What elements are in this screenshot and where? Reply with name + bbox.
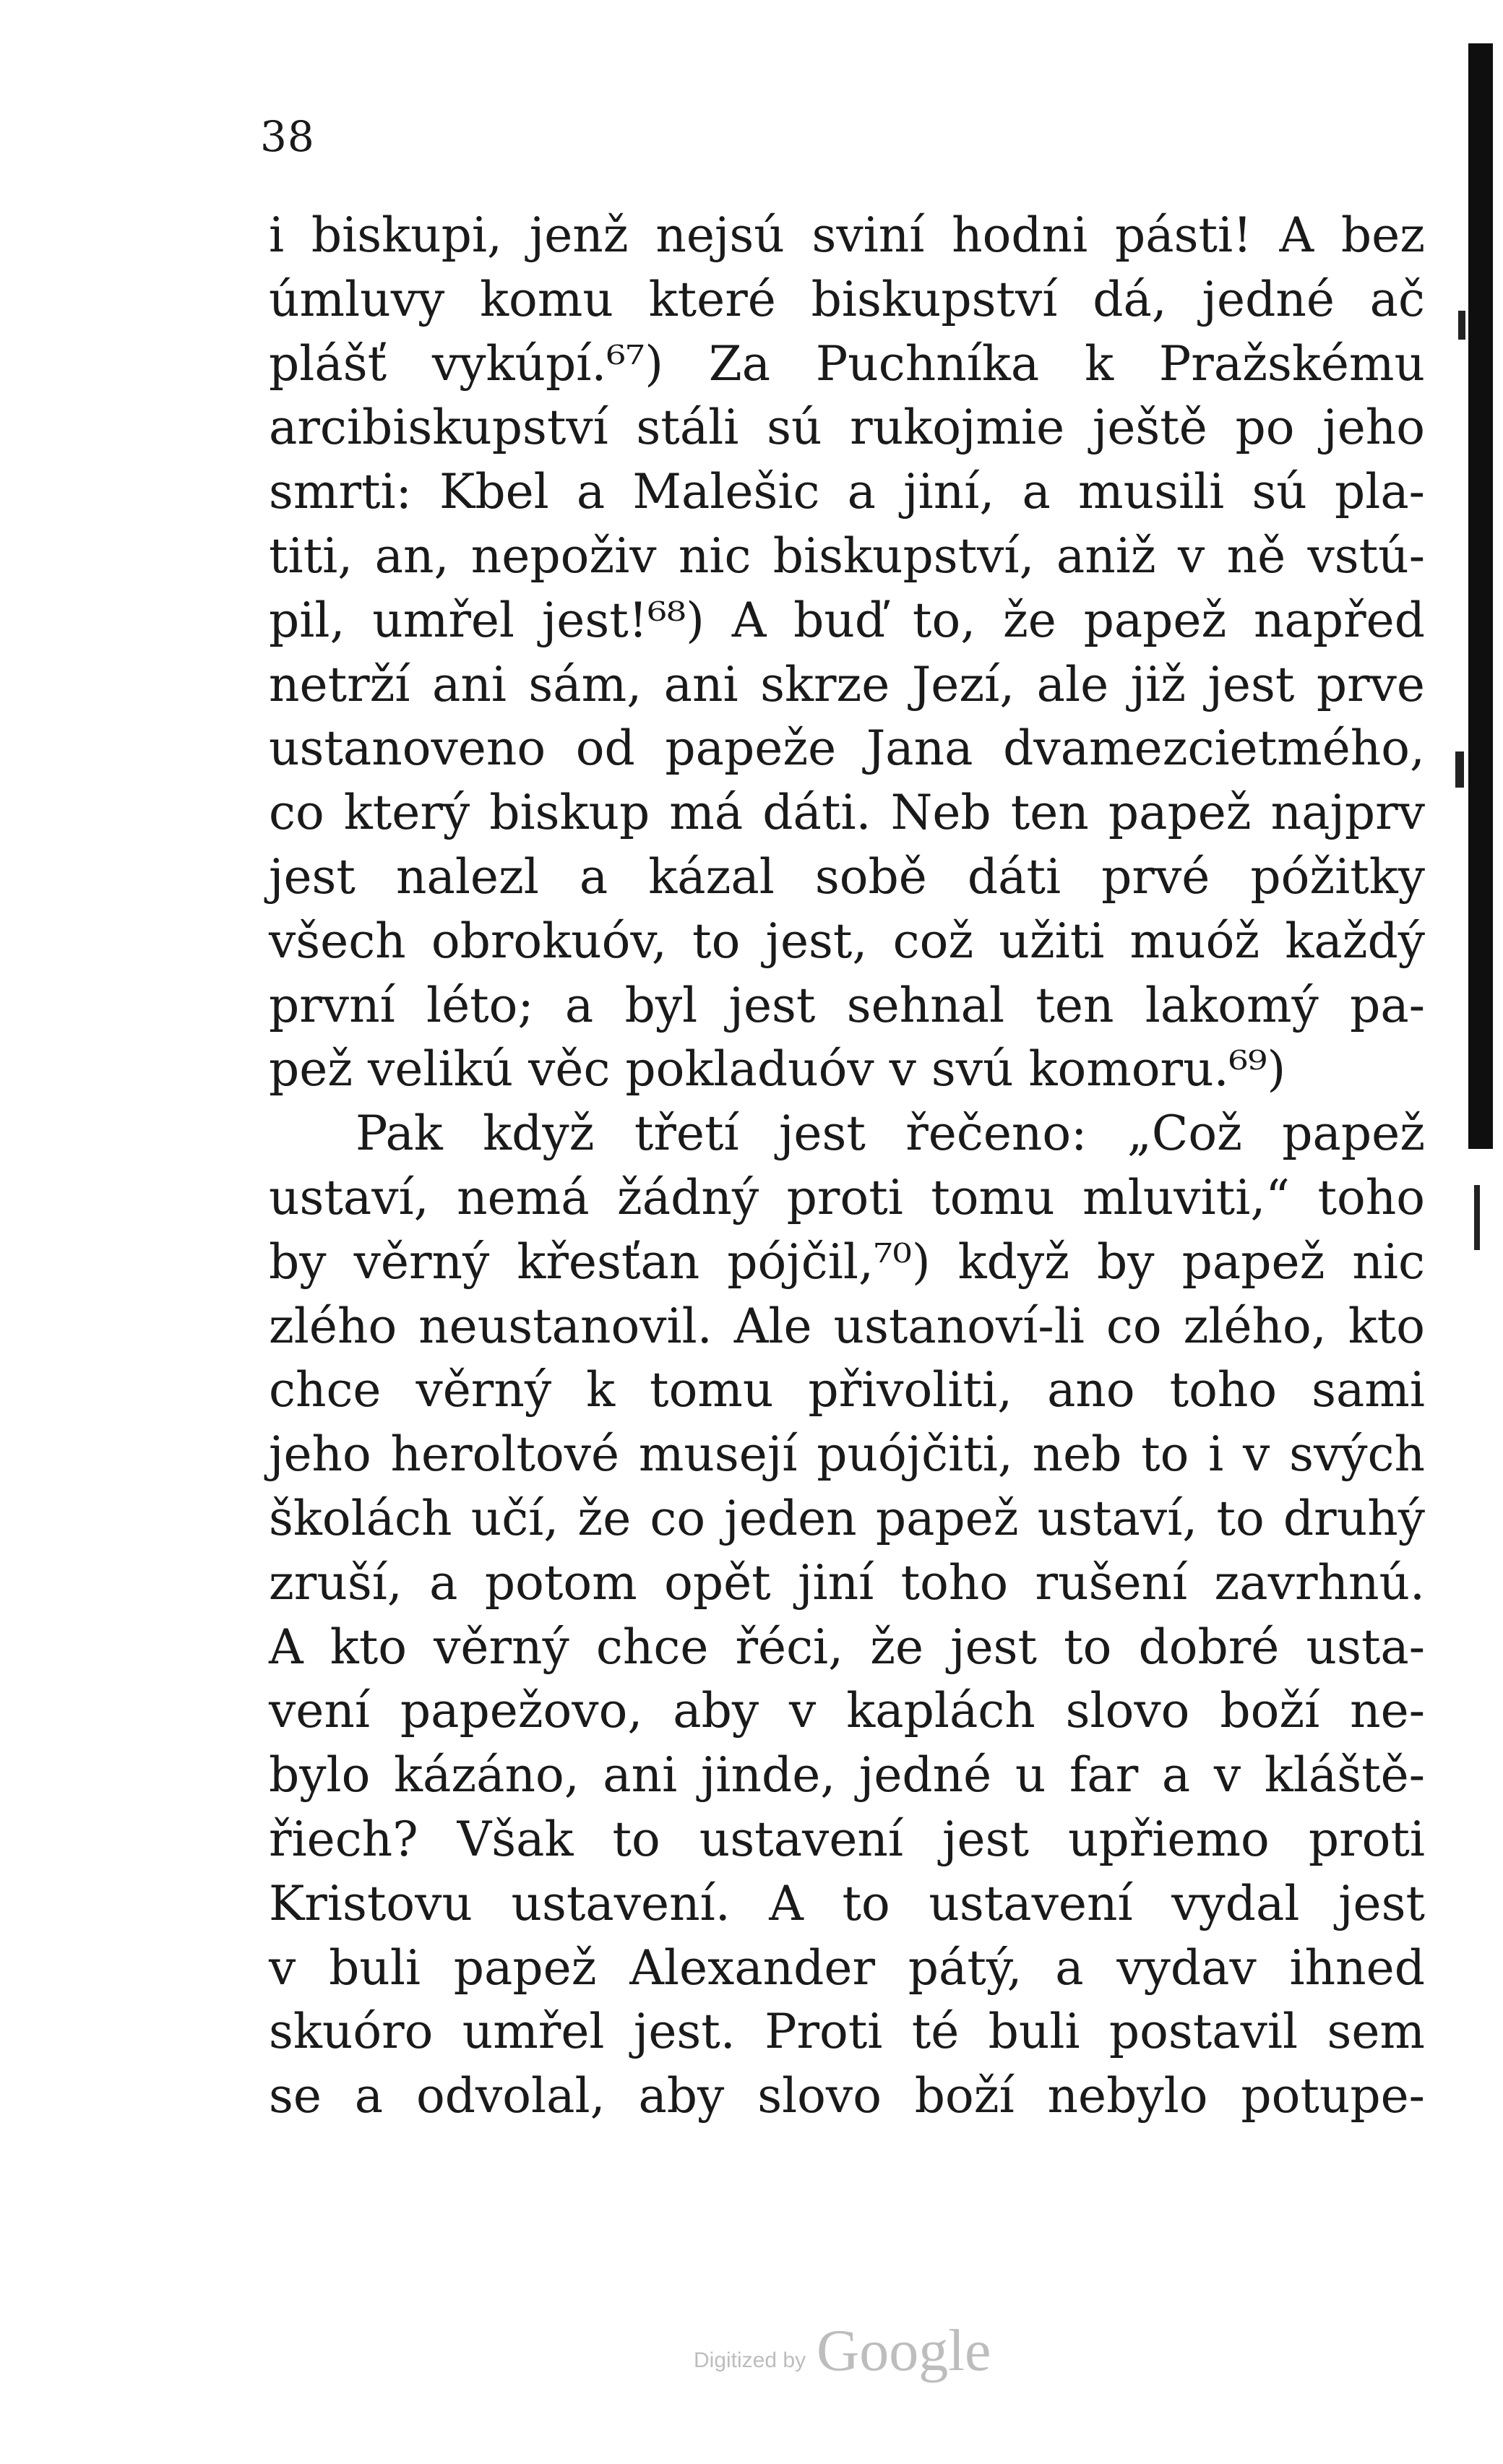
- text-line: co který biskup má dáti. Neb ten papež najprv: [269, 785, 1425, 841]
- text-line: netrží ani sám, ani skrze Jezí, ale již jest prve: [269, 656, 1425, 712]
- text-line: Kristovu ustavení. A to ustavení vydal jest: [269, 1875, 1425, 1931]
- text-line: titi, an, nepoživ nic biskupství, aniž v ně vstú-: [269, 527, 1425, 584]
- text-line: školách učí, že co jeden papež ustaví, to druhý: [269, 1490, 1425, 1546]
- text-line: skuóro umřel jest. Proti té buli postavil sem: [269, 2004, 1425, 2060]
- google-logo: Google: [817, 2317, 991, 2383]
- scan-edge-mark: [1455, 751, 1464, 788]
- text-line: ustaví, nemá žádný proti tomu mluviti,“ toho: [269, 1169, 1425, 1225]
- scan-edge-bar: [1468, 43, 1493, 1149]
- text-line: bylo kázáno, ani jinde, jedné u far a v kláště-: [269, 1747, 1425, 1804]
- text-line: zruší, a potom opět jiní toho rušení zavrhnú.: [269, 1554, 1425, 1611]
- text-line: všech obrokuóv, to jest, což užiti muóž každý: [269, 913, 1425, 969]
- text-line: pil, umřel jest!⁶⁸) A buď to, že papež napřed: [269, 592, 1425, 648]
- text-line: pež velikú věc pokladuóv v svú komoru.⁶⁹): [269, 1041, 1286, 1098]
- text-line: chce věrný k tomu přivoliti, ano toho sami: [269, 1362, 1425, 1418]
- watermark-prefix: Digitized by: [694, 2348, 806, 2372]
- scan-edge-mark: [1458, 311, 1465, 340]
- text-line: ustanoveno od papeže Jana dvamezcietmého,: [269, 720, 1425, 777]
- text-line: první léto; a byl jest sehnal ten lakomý pa-: [269, 977, 1425, 1033]
- text-line: smrti: Kbel a Malešic a jiní, a musili sú pla-: [269, 464, 1425, 520]
- text-line: jest nalezl a kázal sobě dáti prvé póžitky: [269, 848, 1425, 905]
- text-line: úmluvy komu které biskupství dá, jedné ač: [269, 271, 1425, 327]
- page-number: 38: [260, 112, 315, 161]
- text-line: i biskupi, jenž nejsú sviní hodni pásti! A bez: [269, 207, 1425, 263]
- text-line: řiech? Však to ustavení jest upřiemo proti: [269, 1811, 1425, 1867]
- text-line: A kto věrný chce řéci, že jest to dobré usta-: [269, 1619, 1425, 1675]
- text-line: plášť vykúpí.⁶⁷) Za Puchníka k Pražskému: [269, 335, 1425, 392]
- text-line: jeho heroltové musejí puójčiti, neb to i v svých: [269, 1426, 1425, 1483]
- scan-edge-mark: [1474, 1185, 1480, 1250]
- digitization-watermark: [694, 2309, 997, 2396]
- body-text: [269, 204, 1425, 2129]
- text-line: se a odvolal, aby slovo boží nebylo potupe-: [269, 2068, 1425, 2124]
- text-line: arcibiskupství stáli sú rukojmie ještě po jeho: [269, 400, 1425, 456]
- text-line: vení papežovo, aby v kaplách slovo boží ne-: [269, 1683, 1425, 1739]
- text-line: Pak když třetí jest řečeno: „Což papež: [356, 1106, 1425, 1162]
- text-line: v buli papež Alexander pátý, a vydav ihned: [269, 1939, 1425, 1996]
- text-line: zlého neustanovil. Ale ustanoví-li co zlého, kto: [269, 1298, 1425, 1354]
- text-line: by věrný křesťan pójčil,⁷⁰) když by papež nic: [269, 1233, 1425, 1290]
